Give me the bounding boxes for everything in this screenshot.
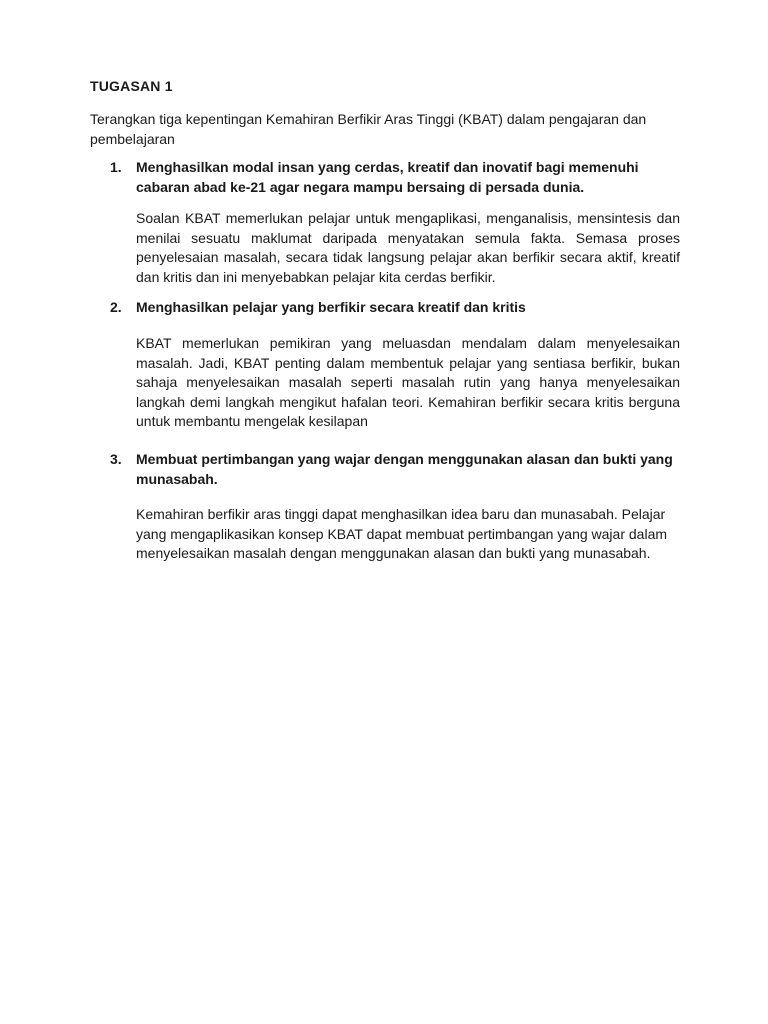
- item-number: 3.: [110, 451, 122, 467]
- item-title: Menghasilkan modal insan yang cerdas, kreatif dan inovatif bagi memenuhi cabaran abad ke-21 agar negara mampu bersaing di persada dunia.: [136, 159, 639, 195]
- intro-question: Terangkan tiga kepentingan Kemahiran Berfikir Aras Tinggi (KBAT) dalam pengajaran dan pembelajaran: [90, 111, 647, 147]
- item-body: KBAT memerlukan pemikiran yang meluasdan mendalam dalam menyelesaikan masalah. Jadi, KBAT penting dalam membentuk pelajar yang sentiasa berfikir, bukan sahaja menyelesaikan masalah seperti masalah rutin yang hanya menyelesaikan langkah demi langkah mengikut hafalan teori. Kemahiran berfikir secara kritis berguna untuk membantu mengelak kesilapan: [136, 335, 680, 429]
- item-title: Menghasilkan pelajar yang berfikir secara kreatif dan kritis: [136, 299, 526, 315]
- item-number: 2.: [110, 299, 122, 315]
- item-title: Membuat pertimbangan yang wajar dengan menggunakan alasan dan bukti yang munasabah.: [136, 451, 673, 487]
- item-number: 1.: [110, 159, 122, 175]
- item-body: Kemahiran berfikir aras tinggi dapat menghasilkan idea baru dan munasabah. Pelajar yang mengaplikasikan konsep KBAT dapat membuat pertimbangan yang wajar dalam menyelesaikan masalah dengan menggunakan alasan dan bukti yang munasabah.: [136, 506, 668, 561]
- page-title: TUGASAN 1: [90, 78, 173, 94]
- item-body: Soalan KBAT memerlukan pelajar untuk mengaplikasi, menganalisis, mensintesis dan menilai sesuatu maklumat daripada menyatakan semula fakta. Semasa proses penyelesaian masalah, secara tidak langsung pelajar akan berfikir secara aktif, kreatif dan kritis dan ini menyebabkan pelajar kita cerdas berfikir.: [136, 210, 680, 285]
